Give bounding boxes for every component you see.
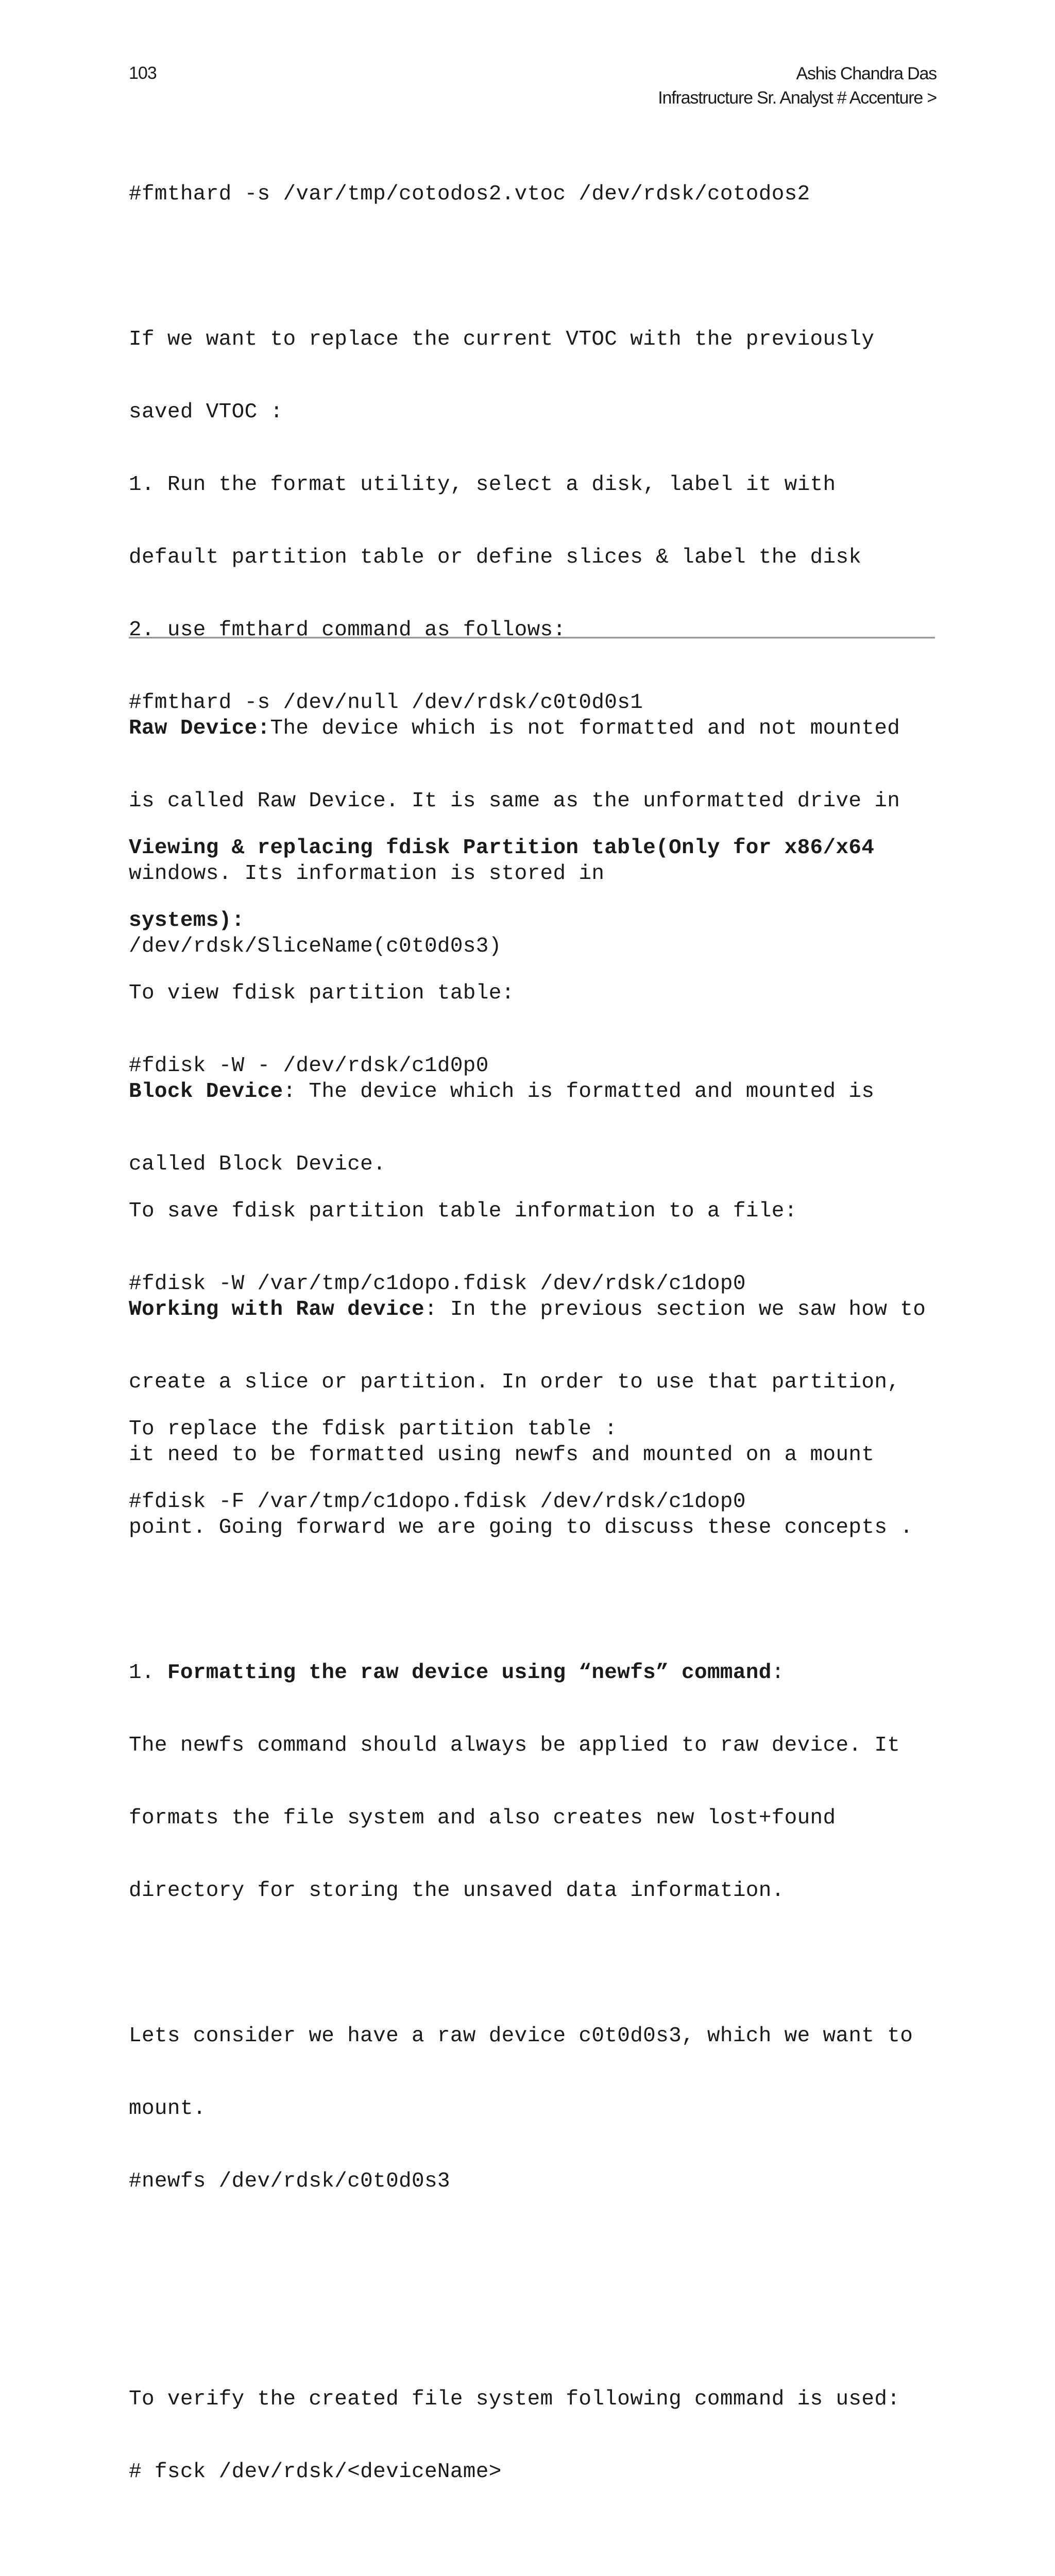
fdisk-save-label: To save fdisk partition table information to a file: — [129, 1199, 797, 1223]
working-raw-line-2: create a slice or partition. In order to use that partition, — [129, 1370, 900, 1394]
block-device-definition-line-1 — [129, 1080, 943, 1104]
formatting-desc-line-2: formats the file system and also creates new lost+found — [129, 1806, 836, 1830]
step-1-line-1: 1. Run the format utility, select a disk, label it with — [129, 473, 836, 497]
formatting-heading — [129, 1661, 943, 1685]
formatting-desc-line-1: The newfs command should always be applied to raw device. It — [129, 1734, 900, 1757]
page-number: 103 — [129, 63, 157, 83]
fdisk-save-command: #fdisk -W /var/tmp/c1dopo.fdisk /dev/rdsk/c1dop0 — [129, 1272, 746, 1296]
formatting-heading-text: Formatting the raw device using “newfs” command — [167, 1661, 772, 1685]
lower-content — [129, 668, 943, 2576]
fmthard-save-command: #fmthard -s /var/tmp/cotodos2.vtoc /dev/rdsk/cotodos2 — [129, 182, 810, 206]
raw-device-term: Raw Device — [129, 717, 258, 740]
raw-device-definition-line-4: /dev/rdsk/SliceName(c0t0d0s3) — [129, 935, 502, 958]
step-1-line-2: default partition table or define slices & label the disk — [129, 546, 862, 569]
formatting-colon: : — [771, 1661, 785, 1685]
author-role: Infrastructure Sr. Analyst # Accenture > — [658, 88, 937, 108]
raw-device-text-1: The device which is not formatted and not mounted — [270, 717, 900, 740]
raw-device-definition-line-1 — [129, 717, 943, 741]
fmthard-null-command: #fmthard -s /dev/null /dev/rdsk/c0t0d0s1 — [129, 691, 643, 715]
replace-vtoc-intro-line-1: If we want to replace the current VTOC with the previously — [129, 328, 875, 351]
consider-line-2: mount. — [129, 2097, 206, 2121]
block-device-text-1: : The device which is formatted and mounted is — [283, 1080, 875, 1104]
working-raw-text-1: : In the previous section we saw how to — [424, 1298, 926, 1321]
author-name: Ashis Chandra Das — [796, 64, 937, 83]
raw-device-definition-line-3: windows. Its information is stored in — [129, 862, 605, 886]
formatting-number: 1. — [129, 1661, 167, 1685]
fdisk-replace-label: To replace the fdisk partition table : — [129, 1417, 618, 1441]
replace-vtoc-intro-line-2: saved VTOC : — [129, 400, 283, 424]
running-header — [658, 62, 937, 110]
block-device-term: Block Device — [129, 1080, 283, 1104]
fdisk-view-command: #fdisk -W - /dev/rdsk/c1d0p0 — [129, 1054, 489, 1078]
section-divider — [129, 637, 935, 638]
fdisk-heading-line-2: systems): — [129, 909, 245, 933]
formatting-desc-line-3: directory for storing the unsaved data information. — [129, 1879, 785, 1903]
consider-line-1: Lets consider we have a raw device c0t0d0s3, which we want to — [129, 2024, 913, 2048]
step-2: 2. use fmthard command as follows: — [129, 618, 566, 642]
raw-device-definition-line-2: is called Raw Device. It is same as the unformatted drive in — [129, 789, 900, 813]
block-device-definition-line-2: called Block Device. — [129, 1153, 386, 1176]
working-raw-line-4: point. Going forward we are going to discuss these concepts . — [129, 1516, 913, 1539]
verify-label: To verify the created file system following command is used: — [129, 2387, 900, 2411]
fdisk-replace-command: #fdisk -F /var/tmp/c1dopo.fdisk /dev/rdsk/c1dop0 — [129, 1490, 746, 1514]
working-raw-line-3: it need to be formatted using newfs and mounted on a mount — [129, 1443, 875, 1467]
working-raw-term: Working with Raw device — [129, 1298, 424, 1321]
fdisk-view-label: To view fdisk partition table: — [129, 981, 515, 1005]
fsck-command: # fsck /dev/rdsk/<deviceName> — [129, 2460, 502, 2484]
fdisk-heading-line-1: Viewing & replacing fdisk Partition table(Only for x86/x64 — [129, 836, 875, 860]
raw-device-colon: : — [257, 717, 270, 740]
newfs-command: #newfs /dev/rdsk/c0t0d0s3 — [129, 2170, 450, 2193]
working-raw-line-1 — [129, 1298, 943, 1322]
